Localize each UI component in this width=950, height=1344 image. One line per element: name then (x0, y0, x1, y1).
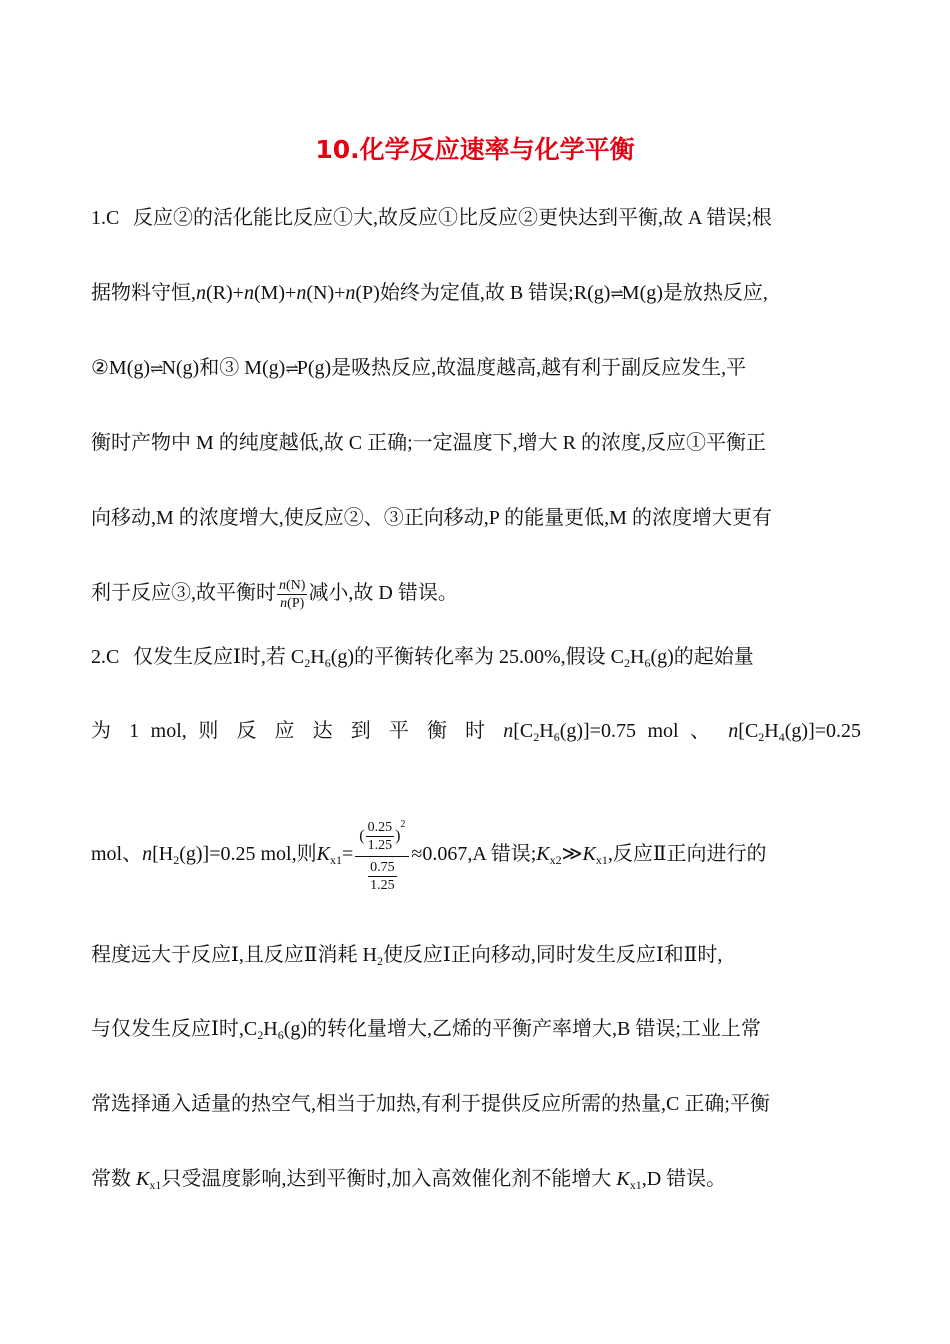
equilibrium-arrow: ⇌ (610, 286, 622, 303)
q2-line-7: 常数 $K_{x1}$只受温度影响,达到平衡时,加入高效催化剂不能增大 $K_{x1},D$ 错误。 (91, 1168, 727, 1192)
q1-line-6: 利于反应③,故平衡时 $\frac{n(N)}{n(P)}$ 减小,故 D 错误。 (91, 577, 458, 611)
q2-line-1: 2.C 仅发生反应Ⅰ时,若 $C_2H_6(g)$的平衡转化率为 25.00%,假设 $C_2H_6(g)$的起始量 (91, 637, 861, 677)
ratio-n-fraction: $\frac{n(N)}{n(P)}$ (279, 577, 306, 611)
q1-line-1: 1.C 反应②的活化能比反应①大,故反应①比反应②更快达到平衡,故 A 错误;根 (91, 198, 861, 238)
q2-line-5: 与仅发生反应Ⅰ时$,C_2H_6(g)$的转化量增大,乙烯的平衡产率增大,B 错误;工业上常 (91, 1018, 761, 1042)
q1-label: 1.C (91, 207, 120, 229)
q1-line-5: 向移动,M 的浓度增大,使反应②、③正向移动,P 的能量更低,M 的浓度增大更有 (91, 507, 772, 529)
q1-line-2: 据物料守恒,n(R)+n(M)+n(N)+n(P)始终为定值,故 B 错误;R(g)⇌M(g)是放热反应, (91, 282, 768, 304)
q2-line-6: 常选择通入适量的热空气,相当于加热,有利于提供反应所需的热量,C 正确;平衡 (91, 1093, 770, 1115)
q1-line-4: 衡时产物中 M 的纯度越低,故 C 正确;一定温度下,增大 R 的浓度,反应①平衡正 (91, 432, 767, 454)
q2-line-2: 为 1 mol, 则 反 应 达 到 平 衡 时 $n[C_2H_6(g)]=0.75$ mol 、 $n[C_2H_4(g)]=0.25$ (91, 720, 861, 744)
q1-line-3: ②M(g)⇌N(g)和③ M(g)⇌P(g)是吸热反应,故温度越高,越有利于副反应发生,平 (91, 357, 747, 379)
kx1-expression: ( $\frac{0.25}{1.25}$ )$^2$ $\frac{0.75}{1.25}$ (355, 816, 409, 894)
page-title: 10.化学反应速率与化学平衡 (315, 135, 635, 164)
equilibrium-arrow: ⇌ (285, 361, 297, 378)
q2-line-4: 程度远大于反应Ⅰ,且反应Ⅱ消耗 $H_2$使反应Ⅰ正向移动,同时发生反应Ⅰ和Ⅱ时, (91, 944, 723, 968)
q2-line-3: mol、$n[H_2(g)]=0.25$ mol,则$K_{x1}=$ ( $\frac{0.25}{1.25}$ )$^2$ $\frac{0.75}{1.25}$ ≈0.067,A 错误$;K_{x2}≫K_{x1}$,反应Ⅱ正向进行的 (91, 808, 861, 900)
q2-label: 2.C (91, 646, 120, 668)
equilibrium-arrow: ⇌ (150, 361, 162, 378)
